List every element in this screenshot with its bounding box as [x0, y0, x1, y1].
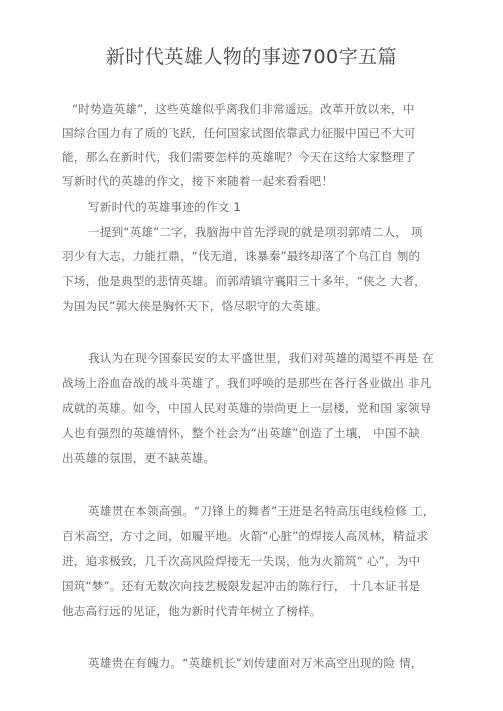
paragraph-line: 写新时代的英雄的作文，接下来随着一起来看看吧！	[62, 174, 334, 188]
paragraph-line: “时势造英雄”，这些英雄似乎离我们非常遥远。改革开放以来，中	[72, 102, 415, 116]
paragraph-line: 英雄贵在有魄力。“英雄机长”刘传建面对万米高空出现的险 情，	[88, 656, 423, 670]
paragraph-line: 百米高空，方寸之间，如履平地。火箭“心脏”的焊接人高凤林，精益求	[62, 529, 429, 543]
paragraph-line: 进，追求极致，几千次高风险焊接无一失误，他为火箭筑“ 心”，为中	[62, 554, 421, 568]
paragraph-line: 一提到“英雄”二字，我脑海中首先浮现的就是项羽郭靖二人， 项	[88, 225, 423, 239]
paragraph-line: 我认为在现今国泰民安的太平盛世里，我们对英雄的渴望不再是 在	[88, 351, 434, 365]
section-heading: 写新时代的英雄事迹的作文 1	[88, 200, 241, 214]
paragraph-line: 战场上浴血奋战的战斗英雄了。我们呼唤的是那些在各行各业做出 非凡	[62, 376, 432, 390]
paragraph-line: 国筑“梦”。还有无数次向技艺极限发起冲击的陈行行， 十几本证书是	[62, 579, 421, 593]
paragraph-line: 人也有强烈的英雄情怀，整个社会为“出英雄”创造了土壤， 中国不缺	[62, 426, 421, 440]
document-title: 新时代英雄人物的事迹700字五篇	[105, 46, 398, 68]
paragraph-line: 出英雄的氛围，更不缺英雄。	[62, 451, 216, 465]
paragraph-line: 下场，他是典型的悲情英雄。而郭靖镇守襄阳三十多年，“侠之 大者，	[62, 274, 426, 288]
paragraph-line: 英雄贯在本领高强。“刀锋上的舞者”王进是名特高压电线检修 工，	[88, 504, 435, 518]
paragraph-line: 他志高行远的见证，他为新时代青年树立了榜样。	[62, 604, 322, 618]
paragraph-line: 为国为民”郭大侠是胸怀天下，恪尽职守的大英雄。	[62, 299, 328, 313]
paragraph-line: 成就的英雄。如今，中国人民对英雄的崇尚更上一层楼，党和国 家领导	[62, 401, 432, 415]
paragraph-line: 羽少有大志，力能扛鼎，“伐无道，诛暴秦”最终却落了个乌江自 刎的	[62, 249, 421, 263]
paragraph-line: 国综合国力有了质的飞跃，任何国家试图依靠武力征服中国已不大可	[62, 126, 416, 140]
paragraph-line: 能，那么在新时代，我们需要怎样的英雄呢？今天在这给大家整理了	[62, 150, 416, 164]
